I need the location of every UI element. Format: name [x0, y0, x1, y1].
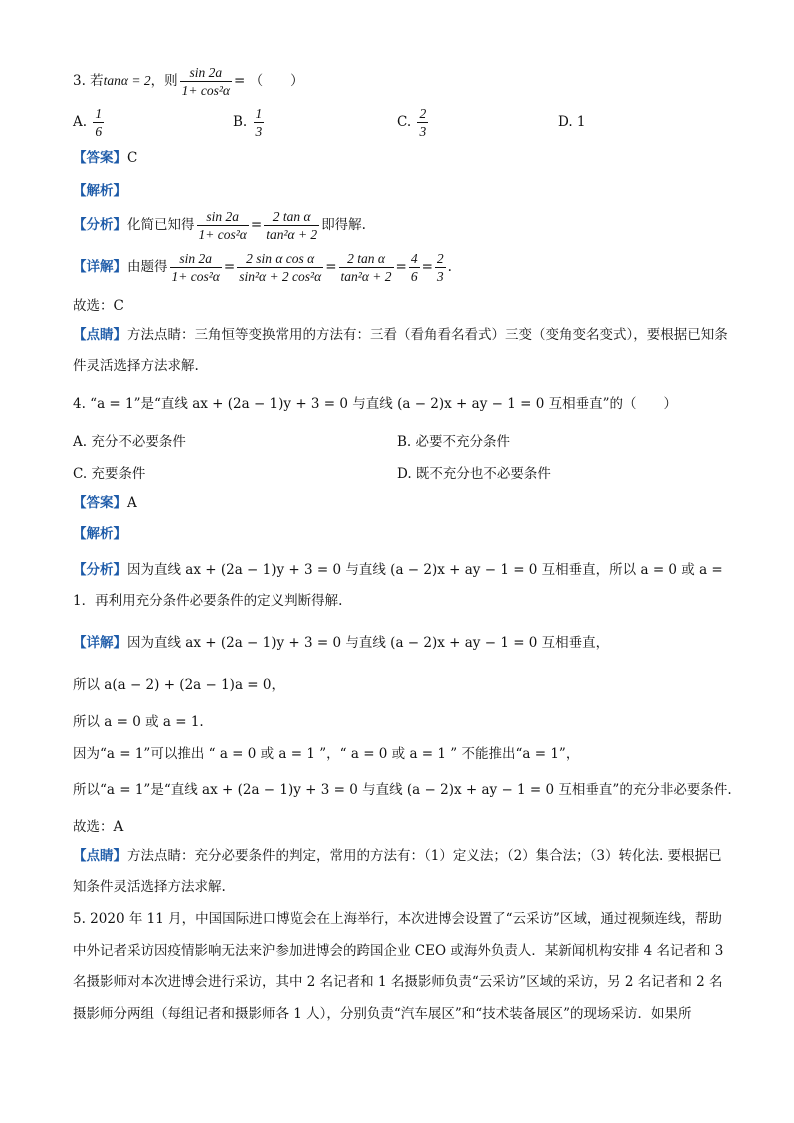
q3-analysis	[73, 181, 734, 201]
q4-option-a: A. 充分不必要条件	[73, 434, 186, 450]
q3-choose: 故选：C	[73, 298, 124, 314]
answer-tag: 【答案】	[73, 495, 127, 511]
dianjing-tag: 【点睛】	[73, 327, 127, 343]
analysis-tag: 【解析】	[73, 183, 127, 199]
q3-xiangjie: 【详解】由题得 $\frac{\sin 2a}{\text{1+ cos²α}}$ = $\frac{\text{2 sin α cos α}}{\text{sin²α + 2 cos²α}}$ = $\frac{\text{2 tan α}}{\text{tan²α + 2}}$ = $\frac{4}{6}$ = $\frac{2}{3}$ .	[73, 251, 452, 284]
q4-option-d: D. 既不充分也不必要条件	[397, 466, 551, 482]
q4-option-c: C. 充要条件	[73, 466, 146, 482]
q3-answer: 【答案】C	[73, 150, 138, 166]
q4-xiangjie-4: 因为“a = 1”可以推出 “ a = 0 或 a = 1 ”，“ a = 0 或 a = 1 ” 不能推出“a = 1”，	[73, 746, 580, 762]
q4-xiangjie-3: 所以 a = 0 或 a = 1.	[73, 714, 204, 730]
dianjing-tag: 【点睛】	[73, 848, 127, 864]
analysis-tag: 【解析】	[73, 526, 127, 542]
q4-dianjing: 【点睛】方法点睛：充分必要条件的判定，常用的方法有：（1）定义法；（2）集合法；（3）转化法. 要根据已知条件灵活选择方法求解.	[73, 848, 722, 895]
q3-dianjing: 【点睛】方法点睛：三角恒等变换常用的方法有：三看（看角看名看式）三变（变角变名变式），要根据已知条件灵活选择方法求解.	[73, 327, 728, 374]
q4-xiangjie-2: 所以 a(a − 2) + (2a − 1)a = 0，	[73, 677, 285, 693]
q5-stem: 5. 2020 年 11 月，中国国际进口博览会在上海举行，本次进博会设置了“云采访”区域，通过视频连线，帮助中外记者采访因疫情影响无法来沪参加进博会的跨国企业 CEO 或海外负责人．某新闻机构安排 4 名记者和 3 名摄影师对本次进博会进行采访，其中 2 名记者和 1 名摄影师负责“云采访”区域的采访，另 2 名记者和 2 名摄影师分两组（每组记者和摄影师各 1 人），分别负责“汽车展区”和“技术装备展区”的现场采访．如果所	[73, 911, 724, 1022]
xiangjie-tag: 【详解】	[73, 635, 127, 651]
q4-analysis	[73, 524, 734, 544]
q4-xiangjie-1: 【详解】因为直线 ax + (2a − 1)y + 3 = 0 与直线 (a − 2)x + ay − 1 = 0 互相垂直，	[73, 635, 610, 651]
q3-option-b: B. $\frac{1}{3}$	[233, 106, 263, 139]
fenxi-tag: 【分析】	[73, 562, 127, 578]
q3-stem-mid: ，则	[150, 73, 178, 89]
q3-option-a: A. $\frac{1}{6}$	[73, 106, 103, 139]
q4-choose: 故选：A	[73, 819, 124, 835]
q3-option-d: D. 1	[558, 114, 586, 130]
q3-option-c: C. $\frac{2}{3}$	[397, 106, 427, 139]
q4-answer: 【答案】A	[73, 495, 137, 511]
answer-tag: 【答案】	[73, 150, 127, 166]
xiangjie-tag: 【详解】	[73, 259, 127, 275]
q3-stem-end: = （ ）	[234, 73, 304, 89]
q4-fenxi: 【分析】因为直线 ax + (2a − 1)y + 3 = 0 与直线 (a − 2)x + ay − 1 = 0 互相垂直，所以 a = 0 或 a = 1．再利用充分条件必要条件的定义判断得解.	[73, 562, 723, 609]
q3-stem	[73, 64, 734, 99]
q3-fenxi: 【分析】化简已知得 $\frac{\sin 2a}{\text{1+ cos²α}}$ = $\frac{\text{2 tan α}}{\text{tan²α + 2}}$ 即得解.	[73, 209, 366, 242]
q3-stem-start: 3. 若	[73, 73, 104, 89]
q4-stem: 4. “a = 1”是“直线 ax + (2a − 1)y + 3 = 0 与直线 (a − 2)x + ay − 1 = 0 互相垂直”的（ ）	[73, 396, 677, 412]
q4-option-b: B. 必要不充分条件	[397, 434, 511, 450]
q3-stem-fraction: $\frac{\sin 2a}{\text{1+ cos²α}}$	[181, 65, 230, 98]
fenxi-tag: 【分析】	[73, 217, 127, 233]
q3-condition: tanα = 2	[103, 73, 151, 88]
q4-xiangjie-5: 所以“a = 1”是“直线 ax + (2a − 1)y + 3 = 0 与直线 (a − 2)x + ay − 1 = 0 互相垂直”的充分非必要条件.	[73, 782, 732, 798]
